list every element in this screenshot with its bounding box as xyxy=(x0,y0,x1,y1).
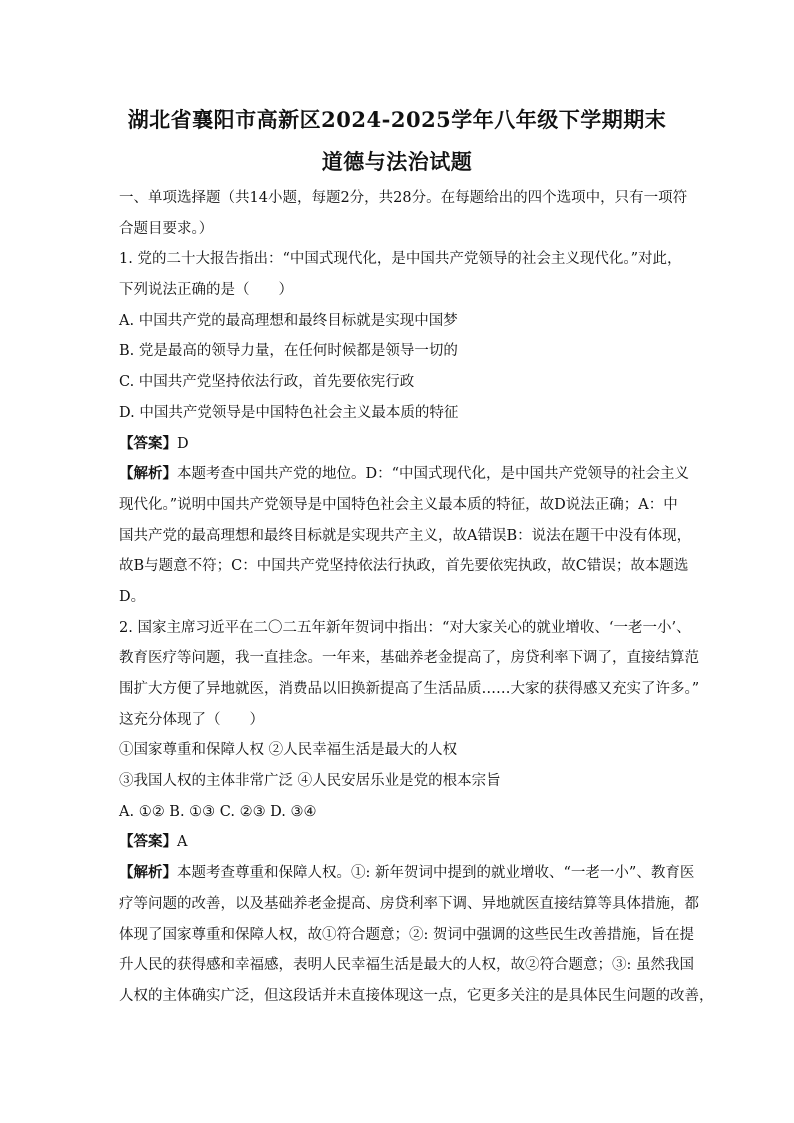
q2-stem: 2. 国家主席习近平在二〇二五年新年贺词中指出：“对大家关心的就业增收、‘一老一小’、 xyxy=(119,619,691,636)
q1-option-d: D. 中国共产党领导是中国特色社会主义最本质的特征 xyxy=(119,404,459,421)
section-heading: 一、单项选择题（共14小题，每题2分，共28分。在每题给出的四个选项中，只有一项符 xyxy=(119,190,688,206)
q1-option-a: A. 中国共产党的最高理想和最终目标就是实现中国梦 xyxy=(119,312,458,329)
answer-label: 【答案】 xyxy=(119,833,177,851)
q1-analysis xyxy=(119,459,690,490)
exam-body xyxy=(119,183,714,1012)
q2-analysis xyxy=(119,858,695,889)
q2-answer xyxy=(119,827,679,858)
q1-stem-cont: 下列说法正确的是（ ） xyxy=(119,282,293,299)
q2-analysis-cont: 体现了国家尊重和保障人权，故①符合题意；②: 贺词中强调的这些民生改善措施，旨在提 xyxy=(119,926,694,943)
answer-value: D xyxy=(177,435,189,452)
q1-stem: 1. 党的二十大报告指出：“中国式现代化，是中国共产党领导的社会主义现代化。”对此， xyxy=(119,251,682,268)
analysis-label: 【解析】 xyxy=(119,465,177,483)
q2-stem-cont: 围扩大方便了异地就医，消费品以旧换新提高了生活品质……大家的获得感又充实了许多。” xyxy=(119,681,700,697)
q1-analysis-cont: 故B与题意不符；C：中国共产党坚持依法行执政，首先要依宪执政，故C错误；故本题选 xyxy=(119,558,689,575)
exam-title-line-1: 湖北省襄阳市高新区2024-2025学年八年级下学期期末 xyxy=(127,107,667,132)
q1-option-b: B. 党是最高的领导力量，在任何时候都是领导一切的 xyxy=(119,343,458,360)
q2-choices: ①国家尊重和保障人权 ②人民幸福生活是最大的人权 xyxy=(119,742,458,759)
q2-analysis-cont: 人权的主体确实广泛，但这段话并未直接体现这一点，它更多关注的是具体民生问题的改善， xyxy=(119,987,714,1004)
exam-title-line-2: 道德与法治试题 xyxy=(321,149,473,174)
q2-stem-cont: 这充分体现了（ ） xyxy=(119,711,264,728)
analysis-text: 本题考查中国共产党的地位。D：“中国式现代化，是中国共产党领导的社会主义 xyxy=(177,466,690,483)
q1-answer xyxy=(119,429,679,460)
q2-analysis-cont: 升人民的获得感和幸福感，表明人民幸福生活是最大的人权，故②符合题意；③: 虽然我国 xyxy=(119,957,694,974)
analysis-label: 【解析】 xyxy=(119,864,177,882)
q2-analysis-cont: 疗等问题的改善，以及基础养老金提高、房贷利率下调、异地就医直接结算等具体措施，都 xyxy=(119,895,699,912)
q2-stem-cont: 教育医疗等问题，我一直挂念。一年来，基础养老金提高了，房贷利率下调了，直接结算范 xyxy=(119,650,699,667)
answer-label: 【答案】 xyxy=(119,434,177,452)
q2-options: A. ①② B. ①③ C. ②③ D. ③④ xyxy=(119,803,317,820)
q1-analysis-cont: 现代化。”说明中国共产党领导是中国特色社会主义最本质的特征，故D说法正确；A：中 xyxy=(119,496,678,513)
q1-analysis-cont: 国共产党的最高理想和最终目标就是实现共产主义，故A错误B：说法在题干中没有体现， xyxy=(119,527,692,544)
answer-value: A xyxy=(177,834,188,851)
section-heading-cont: 合题目要求。） xyxy=(119,220,214,237)
q2-choices: ③我国人权的主体非常广泛 ④人民安居乐业是党的根本宗旨 xyxy=(119,773,501,790)
q1-option-c: C. 中国共产党坚持依法行政，首先要依宪行政 xyxy=(119,374,415,391)
q1-analysis-cont: D。 xyxy=(119,588,146,605)
analysis-text: 本题考查尊重和保障人权。①: 新年贺词中提到的就业增收、“一老一小”、教育医 xyxy=(177,865,695,882)
